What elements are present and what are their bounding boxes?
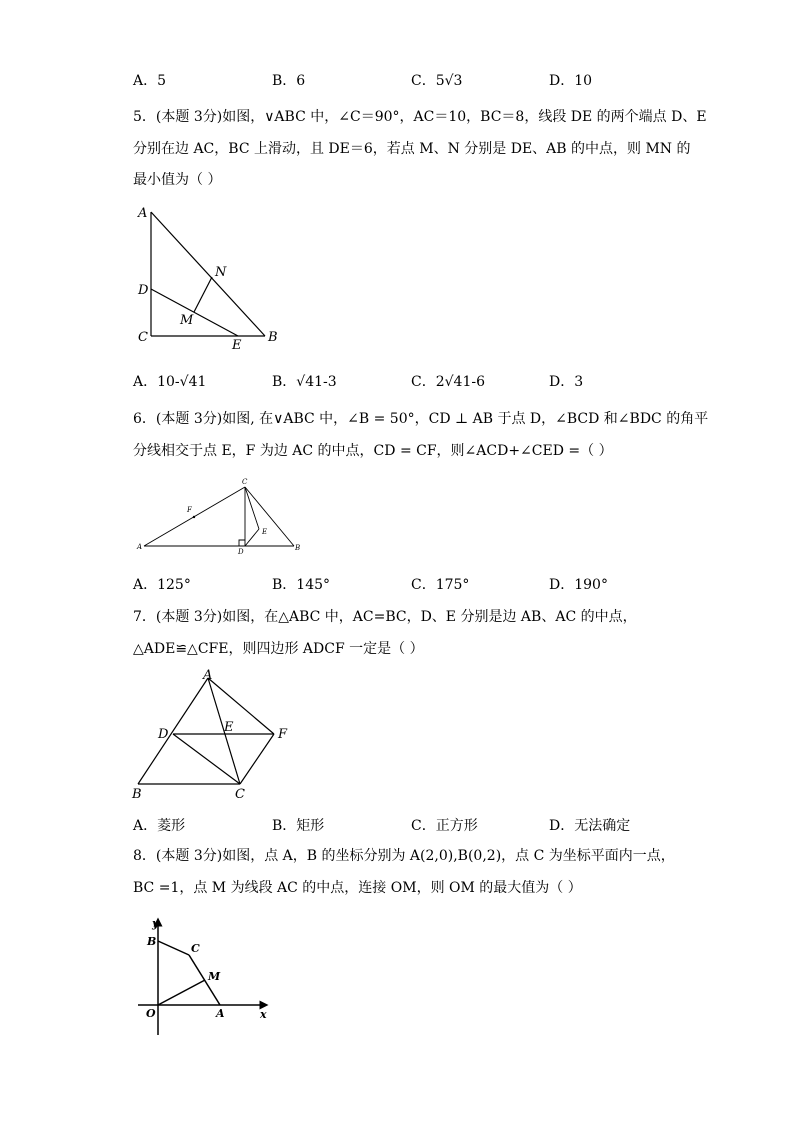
q5-option-a[interactable]: A．10-√41 bbox=[133, 374, 207, 390]
q7-options bbox=[133, 816, 733, 836]
q7-figure bbox=[128, 668, 298, 804]
q5-stem-line-2: 分别在边 AC，BC 上滑动，且 DE＝6，若点 M、N 分别是 DE、AB 的中点，则 MN 的 bbox=[133, 141, 691, 157]
q4-option-d[interactable]: D．10 bbox=[549, 73, 593, 89]
q5-option-d[interactable]: D．3 bbox=[549, 374, 584, 390]
q7-stem-line-1: 7．(本题 3分)如图，在△ABC 中，AC=BC，D、E 分别是边 AB、AC 的中点， bbox=[133, 609, 637, 625]
q6-label-e: E bbox=[262, 528, 268, 536]
q5-label-e: E bbox=[232, 338, 242, 353]
q6-option-c[interactable]: C．175° bbox=[411, 577, 470, 593]
q5-label-m: M bbox=[180, 313, 194, 328]
q6-label-a: A bbox=[137, 543, 143, 551]
q6-label-d: D bbox=[238, 548, 244, 556]
q4-option-a[interactable]: A．5 bbox=[133, 73, 167, 89]
q6-stem-line-1: 6．(本题 3分)如图, 在∨ABC 中，∠B = 50°，CD ⊥ AB 于点 D，∠BCD 和∠BDC 的角平 bbox=[133, 411, 709, 427]
q8-figure bbox=[138, 910, 278, 1040]
q5-stem-line-1: 5．(本题 3分)如图，∨ABC 中，∠C＝90°，AC＝10，BC＝8，线段 DE 的两个端点 D、E bbox=[133, 109, 707, 125]
q6-option-a[interactable]: A．125° bbox=[133, 577, 191, 593]
q8-label-a: A bbox=[216, 1007, 225, 1020]
q4-option-c[interactable]: C．5√3 bbox=[411, 73, 463, 89]
q8-label-c: C bbox=[191, 942, 200, 955]
q5-label-d: D bbox=[138, 283, 149, 298]
q8-label-m: M bbox=[208, 970, 221, 983]
q6-options bbox=[133, 575, 733, 595]
q8-stem-line-1: 8．(本题 3分)如图，点 A，B 的坐标分别为 A(2,0),B(0,2)，点 C 为坐标平面内一点， bbox=[133, 848, 675, 864]
q6-label-f: F bbox=[187, 506, 192, 514]
q4-option-b[interactable]: B．6 bbox=[272, 73, 306, 89]
q5-label-n: N bbox=[215, 265, 227, 280]
q4-options bbox=[133, 71, 733, 91]
q5-label-a: A bbox=[138, 206, 148, 221]
q5-figure bbox=[130, 200, 290, 352]
q5-label-c: C bbox=[138, 330, 148, 345]
q6-stem-line-2: 分线相交于点 E，F 为边 AC 的中点，CD = CF，则∠ACD+∠CED =（ ） bbox=[133, 443, 613, 459]
q6-figure bbox=[132, 474, 312, 558]
q7-label-c: C bbox=[235, 787, 245, 802]
q8-label-x: x bbox=[260, 1008, 267, 1021]
q7-stem-line-2: △ADE≌△CFE，则四边形 ADCF 一定是（ ） bbox=[133, 641, 424, 657]
q6-option-b[interactable]: B．145° bbox=[272, 577, 331, 593]
q5-option-b[interactable]: B．√41-3 bbox=[272, 374, 337, 390]
q7-option-d[interactable]: D．无法确定 bbox=[549, 818, 631, 834]
q8-label-o: O bbox=[146, 1007, 156, 1020]
q5-stem-line-3: 最小值为（ ） bbox=[133, 172, 222, 188]
q5-options bbox=[133, 372, 733, 392]
q8-label-y: y bbox=[152, 917, 159, 930]
q7-label-b: B bbox=[132, 787, 142, 802]
q7-option-a[interactable]: A．菱形 bbox=[133, 818, 186, 834]
q5-option-c[interactable]: C．2√41-6 bbox=[411, 374, 485, 390]
q5-label-b: B bbox=[268, 330, 278, 345]
q7-option-b[interactable]: B．矩形 bbox=[272, 818, 325, 834]
q7-label-f: F bbox=[278, 727, 288, 742]
q8-label-b: B bbox=[147, 935, 157, 948]
q6-option-d[interactable]: D．190° bbox=[549, 577, 608, 593]
q7-label-d: D bbox=[158, 727, 169, 742]
q7-label-a: A bbox=[203, 668, 213, 683]
q7-label-e: E bbox=[224, 720, 234, 735]
q7-option-c[interactable]: C．正方形 bbox=[411, 818, 478, 834]
q6-label-b: B bbox=[295, 544, 301, 552]
q6-label-c: C bbox=[242, 478, 248, 486]
q8-stem-line-2: BC =1，点 M 为线段 AC 的中点，连接 OM，则 OM 的最大值为（ ） bbox=[133, 880, 582, 896]
